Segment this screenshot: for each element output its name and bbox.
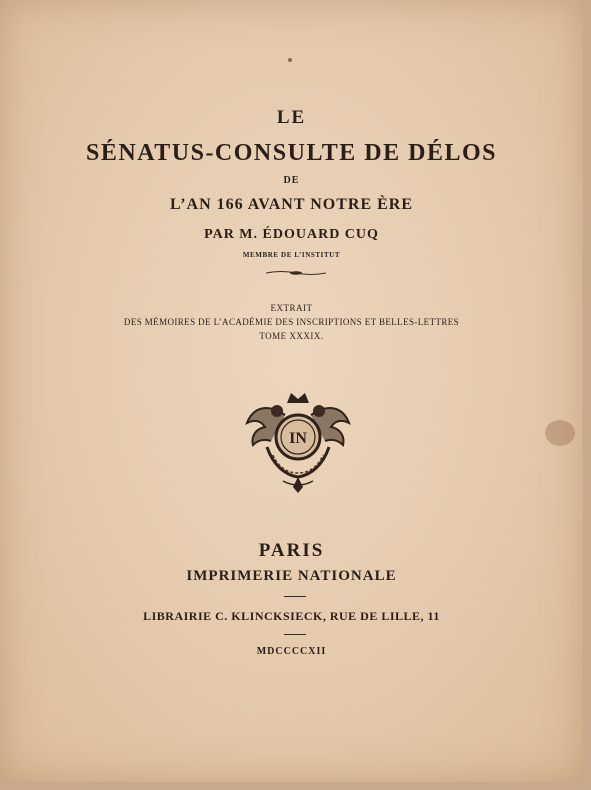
author-role: MEMBRE DE L’INSTITUT [242, 251, 341, 259]
paper-stain [545, 420, 575, 446]
divider-rule [284, 634, 306, 635]
imprint-date: MDCCCCXII [256, 646, 327, 657]
title-connector: DE [283, 175, 300, 186]
svg-text:IN: IN [289, 430, 307, 447]
extract-label: EXTRAIT [270, 303, 313, 313]
extract-source: DES MÉMOIRES DE L’ACADÉMIE DES INSCRIPTIONS ET BELLES-LETTRES [123, 317, 460, 327]
ornamental-divider [266, 270, 326, 276]
title-year-line: L’AN 166 AVANT NOTRE ÈRE [169, 196, 414, 213]
divider-rule [284, 596, 306, 597]
imperial-eagle-emblem-icon [243, 385, 353, 495]
imprint-bookseller: LIBRAIRIE C. KLINCKSIECK, RUE DE LILLE, 11 [143, 609, 440, 623]
page-title: SÉNATUS-CONSULTE DE DÉLOS [86, 140, 497, 166]
extract-volume: TOME XXXIX. [259, 331, 324, 341]
imprint-printer: IMPRIMERIE NATIONALE [186, 568, 397, 584]
author-line: PAR M. ÉDOUARD CUQ [204, 227, 379, 242]
paper-stain [288, 58, 292, 62]
imprint-city: PARIS [258, 540, 325, 561]
title-article: LE [276, 107, 307, 128]
